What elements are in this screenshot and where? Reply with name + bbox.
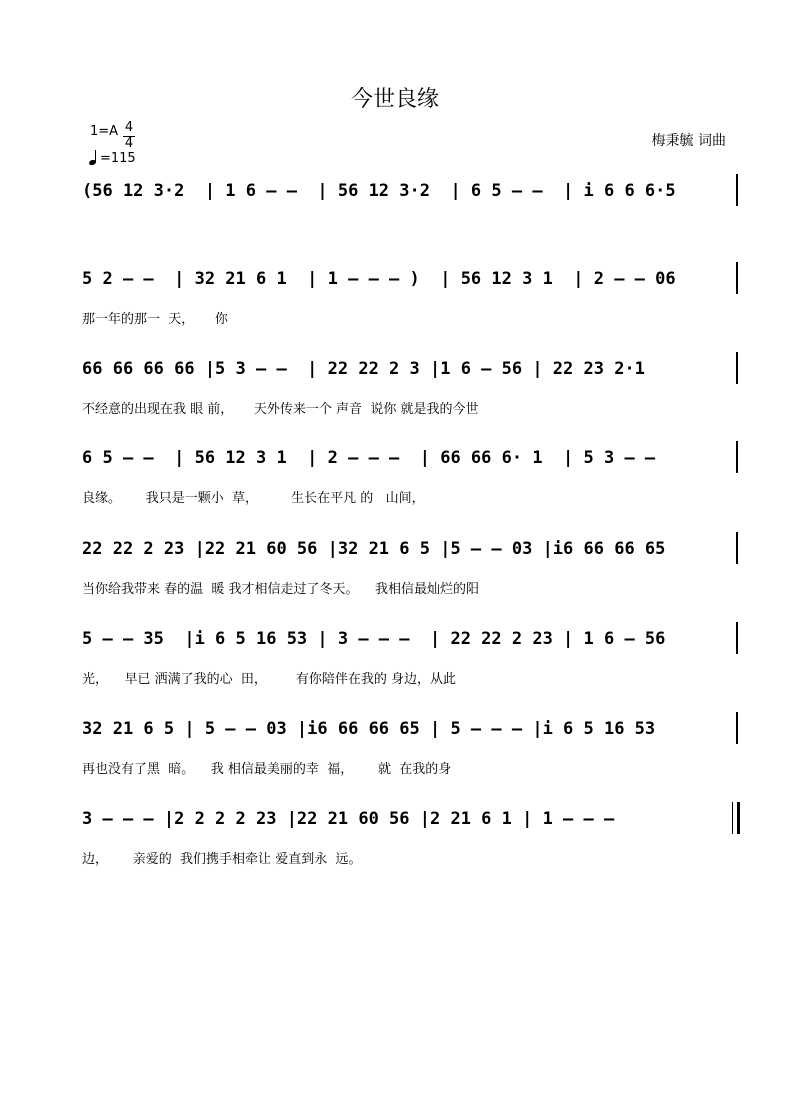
notation-line: 32 21 6 5 | 5 — — 03 |i6 66 66 65 | 5 — — — |i 6 5 16 53 — [82, 719, 656, 739]
row-end-barline — [736, 712, 738, 744]
row-end-barline — [736, 622, 738, 654]
quarter-note-icon — [88, 150, 100, 166]
tempo-value: =115 — [100, 151, 136, 166]
row-end-barline — [736, 262, 738, 294]
notation-line: 22 22 2 23 |22 21 60 56 |32 21 6 5 |5 — — 03 |i6 66 66 65 — [82, 539, 666, 559]
tempo-marking — [88, 150, 136, 166]
lyrics-line: 当你给我带来 春的温 暖 我才相信走过了冬天。 我相信最灿烂的阳 — [82, 582, 480, 597]
row-end-barline — [736, 441, 738, 473]
lyrics-line: 良缘。 我只是一颗小 草， 生长在平凡 的 山间， — [82, 491, 425, 506]
row-end-barline — [736, 174, 738, 206]
time-signature-bottom: 4 — [124, 136, 134, 151]
row-end-barline — [736, 352, 738, 384]
key-signature: 1=A — [90, 124, 119, 139]
notation-line: 6 5 — — | 56 12 3 1 | 2 — — — | 66 66 6· 1 | 5 3 — — — [82, 448, 656, 468]
notation-line: 3 — — — |2 2 2 2 23 |22 21 60 56 |2 21 6 1 | 1 — — — — [82, 809, 615, 829]
lyrics-line: 不经意的出现在我 眼 前， 天外传来一个 声音 说你 就是我的今世 — [82, 402, 479, 417]
composer-credit: 梅秉毓 词曲 — [651, 133, 726, 149]
time-signature — [122, 121, 136, 151]
notation-line: 66 66 66 66 |5 3 — — | 22 22 2 3 |1 6 — 56 | 22 23 2·1 — [82, 359, 645, 379]
lyrics-line: 那一年的那一 天， 你 — [82, 312, 228, 327]
lyrics-line: 再也没有了黑 暗。 我 相信最美丽的幸 福， 就 在我的身 — [82, 762, 452, 777]
final-barline-thin — [732, 802, 733, 834]
final-barline — [737, 802, 740, 834]
lyrics-line: 光， 早已 洒满了我的心 田， 有你陪伴在我的 身边，从此 — [82, 672, 456, 687]
row-end-barline — [736, 532, 738, 564]
lyrics-line: 边， 亲爱的 我们携手相牵让 爱直到永 远。 — [82, 852, 362, 867]
notation-line: (56 12 3·2 | 1 6 — — | 56 12 3·2 | 6 5 — — | i 6 6 6·5 — [82, 181, 676, 201]
time-signature-top: 4 — [124, 120, 134, 135]
song-title: 今世良缘 — [350, 87, 439, 112]
lyrics-line — [82, 220, 742, 240]
notation-line: 5 2 — — | 32 21 6 1 | 1 — — — ) | 56 12 3 1 | 2 — — 06 — [82, 269, 676, 289]
notation-line: 5 — — 35 |i 6 5 16 53 | 3 — — — | 22 22 2 23 | 1 6 — 56 — [82, 629, 666, 649]
